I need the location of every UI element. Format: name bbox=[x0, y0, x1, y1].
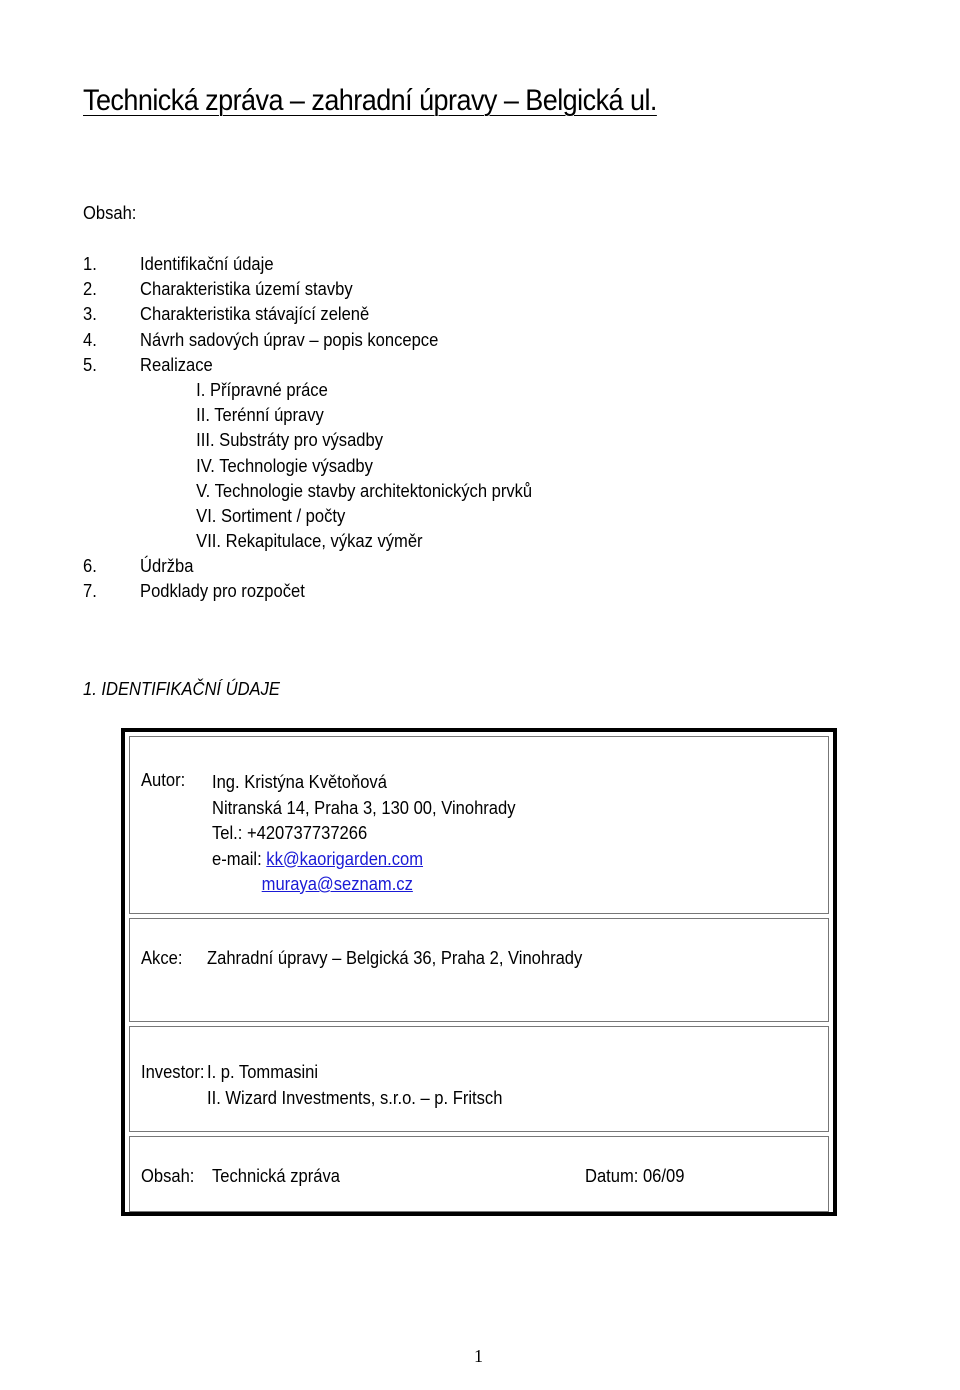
toc-item-number: 5. bbox=[83, 354, 97, 375]
toc-item bbox=[83, 277, 532, 302]
investor-value-2: II. Wizard Investments, s.r.o. – p. Fritsch bbox=[207, 1087, 503, 1108]
toc-item-number: 4. bbox=[83, 329, 97, 350]
toc-heading: Obsah: bbox=[83, 203, 137, 223]
content-label: Obsah: bbox=[141, 1166, 195, 1186]
action-value: Zahradní úpravy – Belgická 36, Praha 2, Vinohrady bbox=[207, 948, 583, 968]
author-details bbox=[212, 770, 515, 898]
content-cell bbox=[129, 1136, 829, 1212]
toc-item-number: 1. bbox=[83, 254, 97, 274]
toc-item bbox=[83, 554, 532, 579]
investor-values bbox=[207, 1060, 502, 1111]
author-address: Nitranská 14, Praha 3, 130 00, Vinohrady bbox=[212, 797, 516, 818]
toc-item bbox=[83, 252, 532, 277]
toc-subitem: VI. Sortiment / počty bbox=[196, 505, 346, 526]
investor-value-1: I. p. Tommasini bbox=[207, 1062, 319, 1082]
toc-item-label: Návrh sadových úprav – popis koncepce bbox=[140, 329, 439, 350]
toc-subitem: III. Substráty pro výsadby bbox=[196, 430, 384, 451]
author-phone: Tel.: +420737737266 bbox=[212, 823, 368, 843]
toc-item-number: 6. bbox=[83, 556, 97, 577]
email-prefix: e-mail: bbox=[212, 848, 267, 869]
action-label: Akce: bbox=[141, 948, 183, 968]
toc-item-label: Realizace bbox=[140, 354, 213, 375]
identification-table bbox=[121, 728, 837, 1216]
toc-item-number: 3. bbox=[83, 304, 97, 325]
email-link-primary[interactable]: kk@kaorigarden.com bbox=[266, 848, 424, 869]
author-email-row-2 bbox=[212, 872, 515, 898]
toc-item bbox=[83, 328, 532, 353]
author-email-row bbox=[212, 847, 515, 873]
toc-subitem: I. Přípravné práce bbox=[196, 379, 328, 400]
action-cell bbox=[129, 918, 829, 1022]
toc-item-label: Charakteristika území stavby bbox=[140, 279, 353, 300]
author-name: Ing. Kristýna Květoňová bbox=[212, 772, 387, 792]
author-cell bbox=[129, 736, 829, 914]
toc-subitem: IV. Technologie výsadby bbox=[196, 455, 373, 476]
toc-item-label: Údržba bbox=[140, 556, 194, 577]
toc-item-number: 7. bbox=[83, 581, 97, 602]
toc-item bbox=[83, 302, 532, 327]
document-title: Technická zpráva – zahradní úpravy – Belgická ul. bbox=[83, 84, 657, 117]
document-date: Datum: 06/09 bbox=[585, 1166, 685, 1186]
toc-subitem: VII. Rekapitulace, výkaz výměr bbox=[196, 531, 423, 552]
toc-item-number: 2. bbox=[83, 279, 97, 300]
toc-item-label: Identifikační údaje bbox=[140, 254, 274, 274]
toc-subitem: II. Terénní úpravy bbox=[196, 405, 324, 426]
table-of-contents bbox=[83, 252, 571, 605]
toc-item-label: Charakteristika stávající zeleně bbox=[140, 304, 370, 325]
content-value: Technická zpráva bbox=[212, 1166, 340, 1186]
section-heading: 1. IDENTIFIKAČNÍ ÚDAJE bbox=[83, 679, 280, 699]
page-number: 1 bbox=[474, 1346, 483, 1366]
toc-item-label: Podklady pro rozpočet bbox=[140, 581, 305, 602]
email-link-secondary[interactable]: muraya@seznam.cz bbox=[261, 874, 413, 894]
toc-item bbox=[83, 579, 532, 604]
investor-cell bbox=[129, 1026, 829, 1132]
author-label: Autor: bbox=[141, 770, 186, 790]
toc-item bbox=[83, 353, 532, 378]
toc-subitem: V. Technologie stavby architektonických prvků bbox=[196, 480, 533, 501]
investor-label: Investor: bbox=[141, 1062, 205, 1082]
